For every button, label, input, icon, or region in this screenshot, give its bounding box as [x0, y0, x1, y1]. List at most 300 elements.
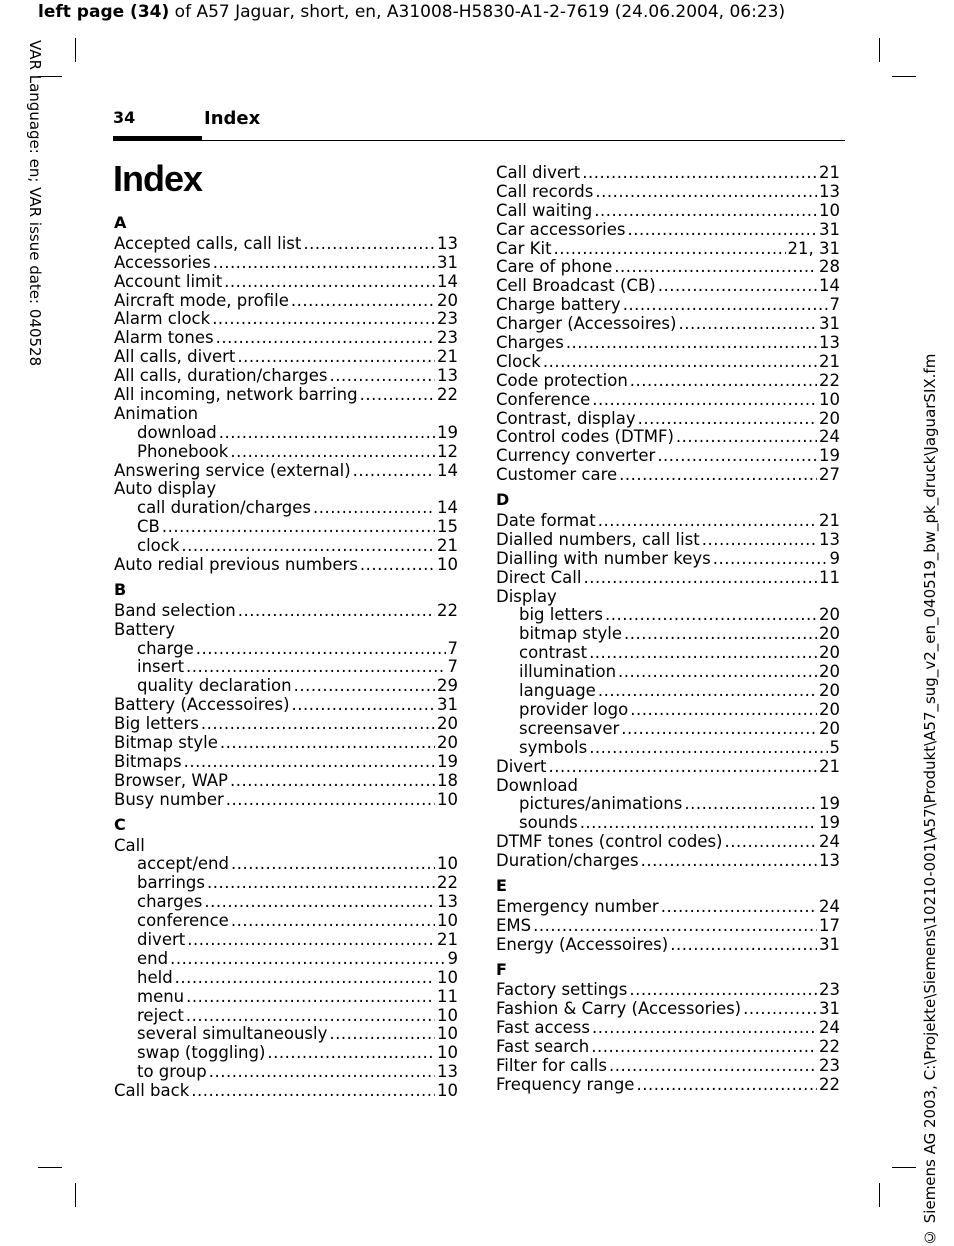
index-heading [114, 837, 458, 856]
entry-page-number: 7 [447, 638, 458, 658]
index-subentry [114, 1025, 458, 1044]
entry-page-number: 19 [437, 422, 458, 442]
entry-label: download [137, 422, 217, 442]
index-column-right [496, 164, 840, 1095]
crop-mark [879, 1183, 880, 1207]
dot-leader [676, 428, 817, 447]
index-entry [114, 753, 458, 772]
entry-page-number: 31 [437, 695, 458, 715]
dot-leader [186, 988, 435, 1007]
index-entry [496, 1000, 840, 1019]
entry-page-number: 24 [819, 832, 840, 852]
entry-label: menu [137, 986, 185, 1006]
entry-page-number: 20 [437, 290, 458, 310]
dot-leader [589, 644, 817, 663]
entry-page-number: 13 [819, 529, 840, 549]
entry-label: Care of phone [496, 257, 613, 277]
index-entry [496, 1076, 840, 1095]
index-heading-label: Download [496, 775, 579, 795]
entry-label: illumination [519, 662, 617, 682]
index-subentry [114, 988, 458, 1007]
entry-label: charge [137, 638, 194, 658]
entry-label: quality declaration [137, 676, 292, 696]
entry-page-number: 21 [819, 351, 840, 371]
index-letter: B [114, 579, 127, 599]
crop-mark [75, 38, 76, 62]
index-column-left [114, 214, 458, 1101]
entry-label: Dialled numbers, call list [496, 529, 700, 549]
entry-page-number: 19 [819, 813, 840, 833]
side-note-language: VAR Language: en; VAR issue date: 040528 [26, 40, 44, 367]
index-entry [114, 556, 458, 575]
entry-page-number: 21 [437, 929, 458, 949]
entry-label: Energy (Accessoires) [496, 934, 669, 954]
dot-leader [713, 550, 828, 569]
index-heading-label: Call [114, 835, 145, 855]
entry-label: held [137, 967, 173, 987]
index-entry [114, 462, 458, 481]
entry-label: Cell Broadcast (CB) [496, 276, 656, 296]
entry-label: Auto redial previous numbers [114, 555, 358, 575]
entry-page-number: 7 [829, 295, 840, 315]
index-entry [114, 772, 458, 791]
entry-page-number: 10 [437, 1081, 458, 1101]
index-entry [496, 202, 840, 221]
dot-leader [360, 386, 435, 405]
entry-page-number: 22 [819, 1037, 840, 1057]
index-subentry [114, 640, 458, 659]
entry-label: Charge battery [496, 295, 621, 315]
index-entry [114, 791, 458, 810]
dot-leader [658, 277, 817, 296]
index-subentry [496, 814, 840, 833]
index-subentry [114, 499, 458, 518]
entry-label: symbols [519, 737, 588, 757]
entry-page-number: 14 [819, 276, 840, 296]
entry-label: Browser, WAP [114, 770, 229, 790]
dot-leader [684, 795, 817, 814]
entry-label: screensaver [519, 718, 620, 738]
dot-leader [330, 367, 436, 386]
dot-leader [267, 1044, 435, 1063]
entry-page-number: 10 [437, 967, 458, 987]
entry-label: Car accessories [496, 219, 626, 239]
index-subentry [496, 701, 840, 720]
dot-leader [580, 814, 817, 833]
index-entry [496, 410, 840, 429]
dot-leader [623, 296, 828, 315]
index-entry [496, 1038, 840, 1057]
entry-label: insert [137, 657, 185, 677]
dot-leader [231, 912, 435, 931]
dot-leader [591, 1038, 817, 1057]
entry-page-number: 31 [819, 314, 840, 334]
entry-page-number: 24 [819, 427, 840, 447]
index-heading-label: Animation [114, 403, 199, 423]
index-entry [496, 898, 840, 917]
entry-page-number: 18 [437, 770, 458, 790]
entry-page-number: 15 [437, 517, 458, 537]
index-subentry [496, 682, 840, 701]
index-entry [496, 758, 840, 777]
entry-page-number: 22 [437, 873, 458, 893]
index-letter: D [496, 490, 510, 510]
index-entry [496, 852, 840, 871]
entry-page-number: 20 [819, 699, 840, 719]
entry-page-number: 11 [437, 986, 458, 1006]
entry-page-number: 21, 31 [787, 238, 840, 258]
entry-page-number: 12 [437, 441, 458, 461]
index-heading-label: Display [496, 586, 557, 606]
index-subentry [114, 537, 458, 556]
entry-page-number: 31 [819, 219, 840, 239]
entry-label: Call records [496, 181, 594, 201]
dot-leader [162, 518, 435, 537]
entry-label: to group [137, 1062, 207, 1082]
dot-leader [313, 499, 435, 518]
entry-label: Control codes (DTMF) [496, 427, 674, 447]
entry-page-number: 22 [437, 600, 458, 620]
index-subentry [496, 663, 840, 682]
index-subentry [114, 855, 458, 874]
index-entry [114, 734, 458, 753]
entry-label: Phonebook [137, 441, 229, 461]
dot-leader [595, 183, 817, 202]
entry-label: Call waiting [496, 200, 593, 220]
entry-label: Aircraft mode, profile [114, 290, 289, 310]
index-entry [114, 386, 458, 405]
entry-page-number: 10 [437, 854, 458, 874]
index-entry [114, 235, 458, 254]
entry-page-number: 20 [819, 718, 840, 738]
dot-leader [621, 720, 817, 739]
index-entry [496, 1057, 840, 1076]
entry-label: sounds [519, 813, 578, 833]
index-entry [496, 981, 840, 1000]
document-header-strip [38, 2, 785, 22]
index-subentry [496, 625, 840, 644]
dot-leader [724, 833, 817, 852]
entry-label: Big letters [114, 714, 199, 734]
entry-page-number: 20 [819, 643, 840, 663]
dot-leader [220, 734, 435, 753]
index-subentry [496, 739, 840, 758]
dot-leader [230, 772, 435, 791]
page-indicator: left page (34) [38, 2, 170, 22]
index-entry [496, 221, 840, 240]
entry-label: Date format [496, 511, 596, 531]
entry-label: several simultaneously [137, 1024, 328, 1044]
side-note-file-path: © Siemens AG 2003, C:\Projekte\Siemens\10210-001\A57\Produkt\A57_sug_v2_en_040519_bw_pk_druck\JaguarSIX.fm [921, 353, 939, 1246]
entry-label: Filter for calls [496, 1055, 607, 1075]
entry-page-number: 13 [819, 181, 840, 201]
entry-label: Battery (Accessoires) [114, 695, 290, 715]
entry-label: Busy number [114, 789, 224, 809]
dot-leader [303, 235, 435, 254]
entry-label: big letters [519, 605, 603, 625]
entry-page-number: 14 [437, 498, 458, 518]
index-subentry [114, 424, 458, 443]
crop-mark [75, 1183, 76, 1207]
document-info: of A57 Jaguar, short, en, A31008-H5830-A1-2-7619 (24.06.2004, 06:23) [169, 2, 786, 22]
entry-label: accept/end [137, 854, 229, 874]
entry-label: Call back [114, 1081, 190, 1101]
index-entry [496, 240, 840, 259]
index-entry [496, 296, 840, 315]
entry-page-number: 7 [447, 657, 458, 677]
index-letter: F [496, 959, 507, 979]
index-subentry [114, 950, 458, 969]
entry-label: Call divert [496, 163, 581, 182]
crop-mark [892, 1167, 916, 1168]
entry-label: language [519, 681, 596, 701]
dot-leader [207, 874, 435, 893]
entry-label: call duration/charges [137, 498, 311, 518]
entry-page-number: 13 [437, 233, 458, 253]
index-heading-label: Auto display [114, 479, 217, 499]
entry-label: Conference [496, 389, 591, 409]
entry-page-number: 23 [819, 1055, 840, 1075]
dot-leader [231, 855, 435, 874]
entry-page-number: 21 [437, 347, 458, 367]
dot-leader [212, 310, 435, 329]
entry-label: Car Kit [496, 238, 552, 258]
index-entry [496, 428, 840, 447]
index-heading [114, 621, 458, 640]
index-entry [114, 696, 458, 715]
dot-leader [592, 1019, 817, 1038]
dot-leader [594, 202, 817, 221]
entry-label: Accepted calls, call list [114, 233, 302, 253]
entry-page-number: 24 [819, 896, 840, 916]
dot-leader [702, 531, 817, 550]
index-entry [496, 569, 840, 588]
entry-page-number: 13 [437, 892, 458, 912]
dot-leader [294, 677, 435, 696]
index-entry [114, 715, 458, 734]
index-entry [496, 550, 840, 569]
dot-leader [170, 950, 445, 969]
dot-leader [630, 701, 817, 720]
entry-label: bitmap style [519, 624, 622, 644]
entry-page-number: 21 [819, 511, 840, 531]
entry-page-number: 23 [437, 309, 458, 329]
dot-leader [353, 462, 435, 481]
entry-label: Fast access [496, 1018, 590, 1038]
dot-leader [670, 936, 817, 955]
entry-label: charges [137, 892, 203, 912]
index-entry [496, 164, 840, 183]
dot-leader [186, 658, 445, 677]
entry-label: clock [137, 536, 180, 556]
entry-label: Charges [496, 333, 564, 353]
index-subentry [114, 1007, 458, 1026]
dot-leader [201, 715, 435, 734]
index-subentry [496, 644, 840, 663]
index-subentry [496, 795, 840, 814]
entry-page-number: 23 [437, 328, 458, 348]
crop-mark [892, 76, 916, 77]
dot-leader [216, 329, 435, 348]
dot-leader [224, 273, 435, 292]
entry-label: conference [137, 911, 229, 931]
entry-page-number: 21 [819, 163, 840, 182]
entry-label: Currency converter [496, 446, 656, 466]
index-entry [114, 1082, 458, 1101]
entry-page-number: 28 [819, 257, 840, 277]
index-entry [114, 329, 458, 348]
entry-page-number: 10 [437, 911, 458, 931]
dot-leader [589, 739, 827, 758]
index-entry [496, 334, 840, 353]
index-subentry [496, 606, 840, 625]
entry-page-number: 19 [437, 751, 458, 771]
dot-leader [629, 981, 817, 1000]
entry-label: Frequency range [496, 1074, 635, 1094]
dot-leader [614, 258, 817, 277]
entry-page-number: 13 [437, 1062, 458, 1082]
index-entry [496, 1019, 840, 1038]
dot-leader [533, 917, 817, 936]
dot-leader [196, 640, 446, 659]
index-entry [114, 602, 458, 621]
entry-label: end [137, 948, 169, 968]
page-title: Index [113, 158, 203, 199]
index-letter: C [114, 814, 126, 834]
page-number: 34 [113, 108, 136, 127]
entry-page-number: 10 [437, 1043, 458, 1063]
entry-label: CB [137, 517, 160, 537]
index-entry [496, 512, 840, 531]
index-subentry [114, 969, 458, 988]
entry-page-number: 21 [819, 756, 840, 776]
entry-page-number: 10 [819, 200, 840, 220]
entry-page-number: 9 [447, 948, 458, 968]
entry-page-number: 22 [819, 370, 840, 390]
entry-page-number: 31 [819, 934, 840, 954]
dot-leader [657, 447, 817, 466]
dot-leader [624, 625, 817, 644]
entry-page-number: 10 [437, 789, 458, 809]
entry-page-number: 19 [819, 446, 840, 466]
dot-leader [554, 240, 786, 259]
entry-label: pictures/animations [519, 794, 683, 814]
entry-page-number: 22 [819, 1074, 840, 1094]
index-heading [114, 480, 458, 499]
index-heading [114, 405, 458, 424]
dot-leader [204, 893, 435, 912]
entry-page-number: 13 [437, 366, 458, 386]
index-subentry [496, 720, 840, 739]
entry-page-number: 21 [437, 536, 458, 556]
dot-leader [638, 410, 817, 429]
index-entry [496, 258, 840, 277]
entry-label: divert [137, 929, 186, 949]
dot-leader [743, 1000, 817, 1019]
index-subentry [114, 912, 458, 931]
entry-label: Customer care [496, 465, 618, 485]
index-subentry [114, 658, 458, 677]
entry-page-number: 20 [437, 714, 458, 734]
entry-page-number: 31 [819, 999, 840, 1019]
dot-leader [598, 512, 817, 531]
dot-leader [618, 663, 817, 682]
index-subentry [114, 1044, 458, 1063]
entry-page-number: 14 [437, 271, 458, 291]
entry-label: Fashion & Carry (Accessories) [496, 999, 742, 1019]
dot-leader [213, 254, 435, 273]
entry-page-number: 27 [819, 465, 840, 485]
index-letter: A [114, 213, 127, 232]
dot-leader [184, 753, 435, 772]
entry-label: swap (toggling) [137, 1043, 266, 1063]
entry-page-number: 23 [819, 980, 840, 1000]
running-head: Index [204, 108, 261, 129]
entry-label: Alarm clock [114, 309, 211, 329]
index-subentry [114, 874, 458, 893]
entry-page-number: 24 [819, 1018, 840, 1038]
entry-page-number: 31 [437, 252, 458, 272]
header-rule [113, 140, 845, 141]
index-subentry [114, 931, 458, 950]
index-subentry [114, 677, 458, 696]
entry-label: All calls, divert [114, 347, 236, 367]
index-entry [114, 292, 458, 311]
entry-label: Dialling with number keys [496, 548, 711, 568]
entry-page-number: 20 [819, 408, 840, 428]
dot-leader [237, 348, 435, 367]
dot-leader [238, 602, 435, 621]
entry-label: DTMF tones (control codes) [496, 832, 723, 852]
index-heading [496, 588, 840, 607]
index-entry [114, 348, 458, 367]
index-subentry [114, 1063, 458, 1082]
dot-leader [292, 696, 435, 715]
entry-page-number: 29 [437, 676, 458, 696]
dot-leader [187, 931, 435, 950]
index-entry [496, 315, 840, 334]
entry-label: Bitmap style [114, 733, 218, 753]
entry-label: contrast [519, 643, 588, 663]
entry-page-number: 14 [437, 460, 458, 480]
index-letter: E [496, 875, 507, 895]
index-entry [496, 353, 840, 372]
index-entry [496, 936, 840, 955]
entry-label: Clock [496, 351, 541, 371]
entry-label: barrings [137, 873, 205, 893]
entry-page-number: 20 [819, 662, 840, 682]
dot-leader [209, 1063, 435, 1082]
entry-page-number: 17 [819, 915, 840, 935]
dot-leader [329, 1025, 435, 1044]
dot-leader [605, 606, 817, 625]
entry-page-number: 20 [819, 624, 840, 644]
entry-label: Account limit [114, 271, 223, 291]
entry-label: Fast search [496, 1037, 590, 1057]
entry-label: Answering service (external) [114, 460, 351, 480]
entry-page-number: 19 [819, 794, 840, 814]
entry-label: Emergency number [496, 896, 659, 916]
index-entry [114, 254, 458, 273]
dot-leader [582, 164, 817, 183]
dot-leader [661, 898, 817, 917]
dot-leader [175, 969, 435, 988]
entry-label: Code protection [496, 370, 628, 390]
entry-label: Direct Call [496, 567, 582, 587]
index-entry [496, 466, 840, 485]
dot-leader [641, 852, 817, 871]
dot-leader [678, 315, 817, 334]
